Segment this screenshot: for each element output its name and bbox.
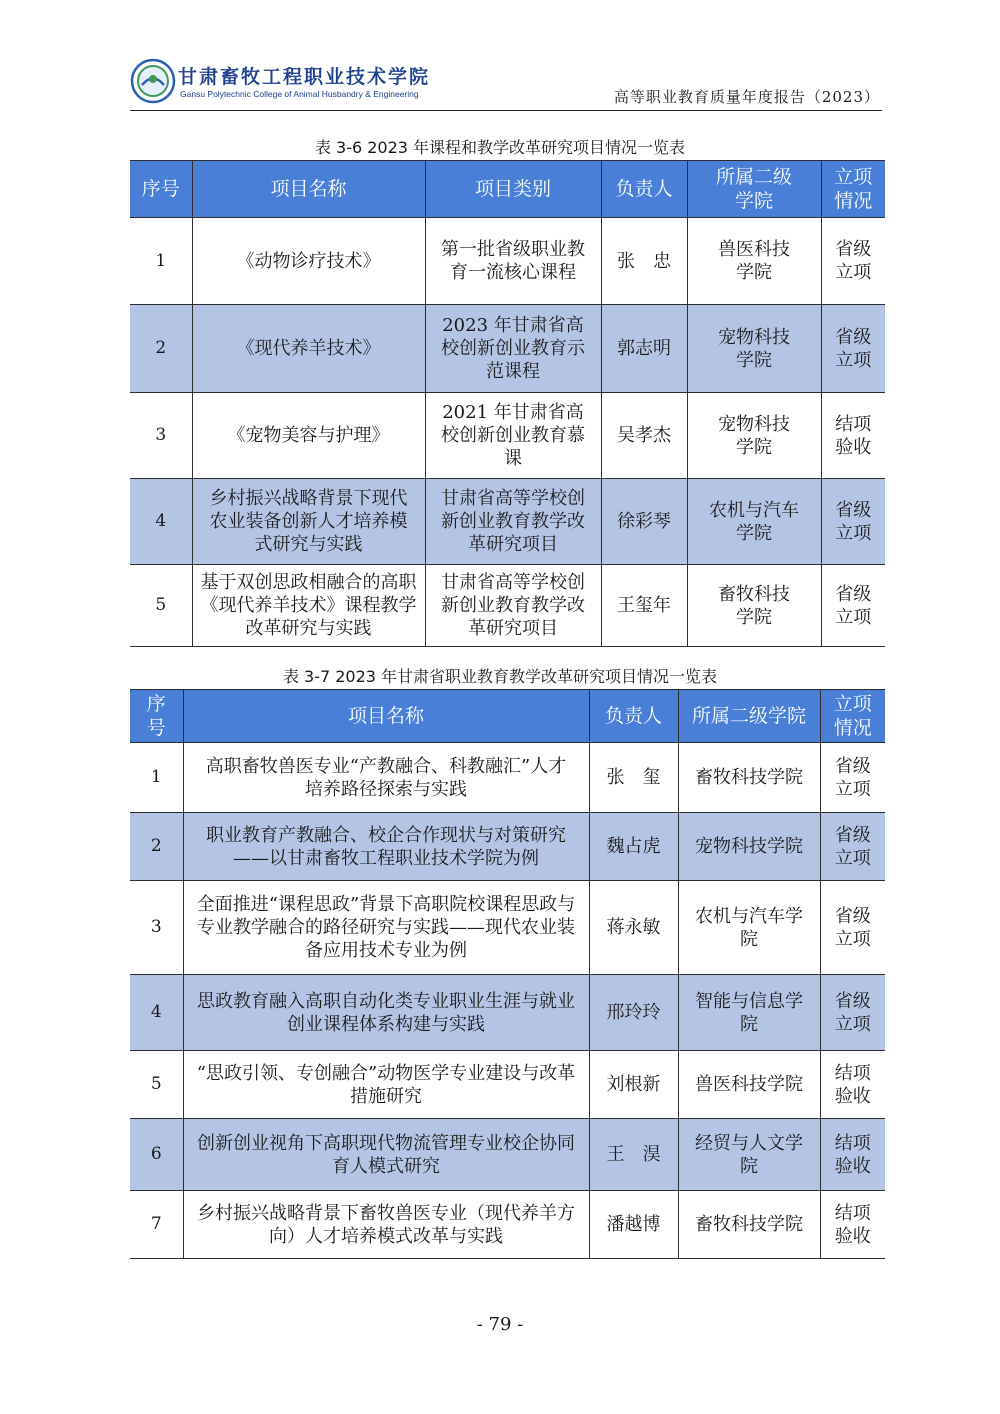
- row-number: 5: [130, 1051, 183, 1119]
- project-name: 全面推进“课程思政”背景下高职院校课程思政与专业教学融合的路径研究与实践——现代农业装备应用技术专业为例: [183, 881, 589, 975]
- table-row: [130, 743, 885, 813]
- project-name: 《动物诊疗技术》: [192, 218, 425, 305]
- table-3-6-caption: 表 3-6 2023 年课程和教学改革研究项目情况一览表: [314, 138, 686, 157]
- table-3-7-caption: 表 3-7 2023 年甘肃省职业教育教学改革研究项目情况一览表: [282, 667, 718, 686]
- project-status: 结项验收: [821, 393, 885, 479]
- header-cell: 项目类别: [425, 161, 601, 218]
- header-cell: 项目名称: [192, 161, 425, 218]
- table-row: [130, 881, 885, 975]
- table-row: [130, 1191, 885, 1259]
- row-number: 2: [130, 813, 183, 881]
- page-number: - 79 -: [476, 1314, 524, 1335]
- project-leader: 蒋永敏: [589, 881, 678, 975]
- project-college: 农机与汽车学院: [687, 479, 821, 565]
- project-leader: 潘越博: [589, 1191, 678, 1259]
- table-header-row: [130, 161, 885, 218]
- project-category: 甘肃省高等学校创新创业教育教学改革研究项目: [425, 479, 601, 565]
- row-number: 6: [130, 1119, 183, 1191]
- row-number: 7: [130, 1191, 183, 1259]
- project-leader: 徐彩琴: [601, 479, 687, 565]
- project-leader: 张 玺: [589, 743, 678, 813]
- project-college: 智能与信息学院: [678, 975, 820, 1051]
- project-leader: 王 淏: [589, 1119, 678, 1191]
- project-name: 《宠物美容与护理》: [192, 393, 425, 479]
- project-category: 2021 年甘肃省高校创新创业教育慕课: [425, 393, 601, 479]
- project-status: 结项验收: [820, 1119, 885, 1191]
- project-leader: 张 忠: [601, 218, 687, 305]
- project-college: 兽医科技学院: [687, 218, 821, 305]
- project-category: 甘肃省高等学校创新创业教育教学改革研究项目: [425, 565, 601, 647]
- table-row: [130, 565, 885, 647]
- project-name: 职业教育产教融合、校企合作现状与对策研究——以甘肃畜牧工程职业技术学院为例: [183, 813, 589, 881]
- table-row: [130, 975, 885, 1051]
- project-college: 农机与汽车学院: [678, 881, 820, 975]
- project-college: 宠物科技学院: [687, 393, 821, 479]
- project-college: 宠物科技学院: [678, 813, 820, 881]
- project-college: 畜牧科技学院: [678, 743, 820, 813]
- project-status: 省级立项: [820, 881, 885, 975]
- project-name: 思政教育融入高职自动化类专业职业生涯与就业创业课程体系构建与实践: [183, 975, 589, 1051]
- project-leader: 吴孝杰: [601, 393, 687, 479]
- project-category: 2023 年甘肃省高校创新创业教育示范课程: [425, 305, 601, 393]
- project-status: 省级立项: [820, 813, 885, 881]
- project-college: 畜牧科技学院: [678, 1191, 820, 1259]
- project-leader: 刘根新: [589, 1051, 678, 1119]
- row-number: 1: [130, 218, 192, 305]
- row-number: 5: [130, 565, 192, 647]
- project-status: 省级立项: [820, 743, 885, 813]
- table-row: [130, 218, 885, 305]
- project-status: 省级立项: [821, 479, 885, 565]
- header-cell: 项目名称: [183, 690, 589, 743]
- row-number: 3: [130, 393, 192, 479]
- header-cell: 负责人: [601, 161, 687, 218]
- project-status: 省级立项: [821, 218, 885, 305]
- table-row: [130, 305, 885, 393]
- project-status: 省级立项: [820, 975, 885, 1051]
- report-title: 高等职业教育质量年度报告（2023）: [613, 88, 880, 106]
- header-cell: 立项情况: [820, 690, 885, 743]
- project-leader: 邢玲玲: [589, 975, 678, 1051]
- table-row: [130, 393, 885, 479]
- row-number: 2: [130, 305, 192, 393]
- school-name-en: Gansu Polytechnic College of Animal Husbandry & Engineering: [180, 89, 419, 99]
- project-leader: 魏占虎: [589, 813, 678, 881]
- project-college: 兽医科技学院: [678, 1051, 820, 1119]
- school-logo-icon: [130, 58, 176, 104]
- project-leader: 王玺年: [601, 565, 687, 647]
- table-3-6: [130, 160, 885, 647]
- project-status: 结项验收: [820, 1051, 885, 1119]
- row-number: 4: [130, 975, 183, 1051]
- project-name: 基于双创思政相融合的高职《现代养羊技术》课程教学改革研究与实践: [192, 565, 425, 647]
- project-name: 《现代养羊技术》: [192, 305, 425, 393]
- project-college: 畜牧科技学院: [687, 565, 821, 647]
- project-status: 结项验收: [820, 1191, 885, 1259]
- row-number: 3: [130, 881, 183, 975]
- project-name: “思政引领、专创融合”动物医学专业建设与改革措施研究: [183, 1051, 589, 1119]
- header-cell: 所属二级学院: [678, 690, 820, 743]
- project-status: 省级立项: [821, 565, 885, 647]
- project-college: 宠物科技学院: [687, 305, 821, 393]
- row-number: 4: [130, 479, 192, 565]
- table-row: [130, 1119, 885, 1191]
- table-row: [130, 813, 885, 881]
- project-status: 省级立项: [821, 305, 885, 393]
- header-cell: 立项情况: [821, 161, 885, 218]
- school-name-cn: 甘肃畜牧工程职业技术学院: [178, 66, 431, 88]
- table-row: [130, 1051, 885, 1119]
- project-name: 创新创业视角下高职现代物流管理专业校企协同育人模式研究: [183, 1119, 589, 1191]
- project-name: 乡村振兴战略背景下现代农业装备创新人才培养模式研究与实践: [192, 479, 425, 565]
- project-college: 经贸与人文学院: [678, 1119, 820, 1191]
- header-cell: 序号: [130, 690, 183, 743]
- header-cell: 序号: [130, 161, 192, 218]
- page-header: [130, 56, 882, 111]
- header-cell: 所属二级学院: [687, 161, 821, 218]
- header-cell: 负责人: [589, 690, 678, 743]
- project-leader: 郭志明: [601, 305, 687, 393]
- table-header-row: [130, 690, 885, 743]
- project-category: 第一批省级职业教育一流核心课程: [425, 218, 601, 305]
- table-row: [130, 479, 885, 565]
- table-3-7: [130, 689, 885, 1259]
- project-name: 乡村振兴战略背景下畜牧兽医专业（现代养羊方向）人才培养模式改革与实践: [183, 1191, 589, 1259]
- row-number: 1: [130, 743, 183, 813]
- project-name: 高职畜牧兽医专业“产教融合、科教融汇”人才培养路径探索与实践: [183, 743, 589, 813]
